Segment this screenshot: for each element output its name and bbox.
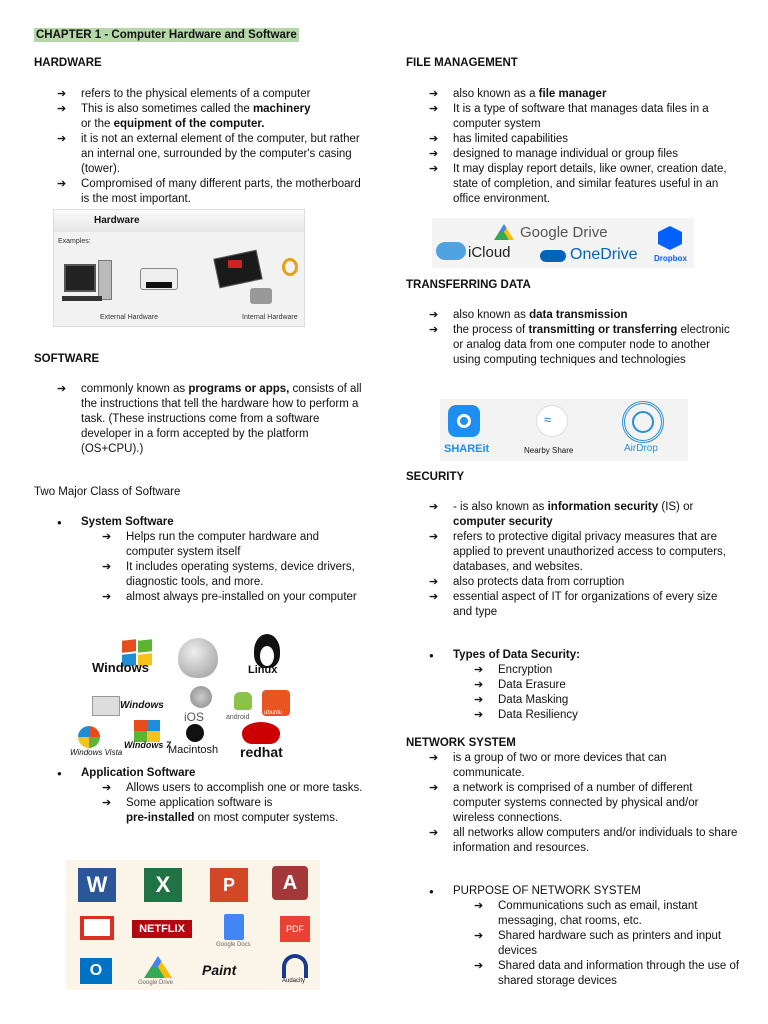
network-system-heading: NETWORK SYSTEM [406,737,516,749]
network-purposes-list [474,899,744,989]
icloud-logo-text: iCloud [468,244,511,261]
transferring-data-heading: TRANSFERRING DATA [406,279,531,291]
windows-7-logo-text: Windows 7 [124,740,171,750]
apple-icon [178,638,218,678]
list-item: ➔ refers to protective digital privacy measures that are applied to prevent unauthorized access to computers, databases, and websites. [429,530,739,575]
powerpoint-icon: P [210,868,248,902]
list-item: ➔ Data Resiliency [474,708,739,723]
redhat-icon [242,722,280,744]
list-item: ➔ Shared data and information through the use of shared storage devices [474,959,744,989]
google-drive-logo-text: Google Drive [520,224,608,241]
list-item: ➔ also protects data from corruption [429,575,739,590]
list-item: ➔ commonly known as programs or apps, consists of all the instructions that tell the hardware how to perform a task. (These instructions come from a software developer in a form accepted by the platform (OS+CPU).) [57,382,367,457]
google-drive-icon [494,224,514,240]
google-drive-label: Google Drive [138,980,174,986]
application-software-image [66,860,320,990]
application-software-list [102,781,367,826]
hardware-heading: HARDWARE [34,57,102,69]
nearby-share-icon [536,405,568,437]
list-item: ➔ essential aspect of IT for organizations of every size and type [429,590,739,620]
netflix-logo: NETFLIX [132,920,192,938]
audacity-icon [282,954,308,978]
paint-logo-text: Paint [202,962,237,978]
list-item: ➔ - is also known as information security (IS) or computer security [429,500,739,530]
list-item: ➔ all networks allow computers and/or individuals to share information and resources. [429,826,739,856]
airdrop-label: AirDrop [624,443,658,454]
android-icon [234,692,252,710]
list-item: ➔ designed to manage individual or group files [429,147,739,162]
google-drive-icon [144,956,172,978]
transferring-data-list [429,308,739,368]
list-item: ➔ is a group of two or more devices that can communicate. [429,751,739,781]
pdf-icon: PDF [280,916,310,942]
list-item: ➔ refers to the physical elements of a computer [57,87,367,102]
android-logo-text: android [226,714,250,721]
list-item: ➔ It may display report details, like owner, creation date, state of completion, and similar features useful in an office environment. [429,162,739,207]
file-management-heading: FILE MANAGEMENT [406,57,518,69]
nearby-share-label: Nearby Share [524,446,574,455]
list-item: ➔ This is also sometimes called the machinery or the equipment of the computer. [57,102,367,132]
types-of-data-security-bullet: ● Types of Data Security: [429,648,580,663]
access-icon: A [272,866,308,900]
google-docs-label: Google Docs [216,942,251,948]
external-hardware-label: External Hardware [100,314,158,321]
linux-logo-text: Linux [248,664,278,676]
windows-vista-logo-text: Windows Vista [70,748,123,757]
list-item: ➔ Encryption [474,663,739,678]
chapter-title: CHAPTER 1 - Computer Hardware and Software [36,29,297,41]
macintosh-logo-text: Macintosh [168,744,219,756]
hardware-image-title: Hardware [94,215,140,226]
list-item: ➔ It is a type of software that manages data files in a computer system [429,102,739,132]
hardware-image [53,209,305,327]
security-list [429,500,739,620]
list-item: ➔ Data Masking [474,693,739,708]
list-item: ➔ also known as data transmission [429,308,739,323]
list-item: ➔ Shared hardware such as printers and input devices [474,929,744,959]
two-major-class-label: Two Major Class of Software [34,486,181,498]
list-item: ➔ Some application software is pre-installed on most computer systems. [102,796,367,826]
purpose-of-network-bullet: ● PURPOSE OF NETWORK SYSTEM [429,884,641,899]
shareit-label: SHAREit [444,443,490,455]
audacity-label: Audacity [282,978,306,984]
list-item: ➔ a network is comprised of a number of different computer systems connected by physical and/or wireless connections. [429,781,739,826]
list-item: ➔ it is not an external element of the computer, but rather an internal one, surrounded by the computer's casing (tower). [57,132,367,177]
system-software-bullet: ● System Software [57,515,174,530]
list-item: ➔ also known as a file manager [429,87,739,102]
excel-icon: X [144,868,182,902]
system-software-list [102,530,367,605]
onedrive-icon [540,250,566,262]
examples-label: Examples: [58,238,91,245]
ios-logo-text: iOS [184,710,205,724]
ubuntu-logo-text: ubuntu [264,710,283,716]
network-system-list [429,751,739,856]
word-icon: W [78,868,116,902]
list-item: ➔ almost always pre-installed on your computer [102,590,367,605]
transfer-apps-image: SHAREit ≈ Nearby Share AirDrop [440,399,688,461]
list-item: ➔ It includes operating systems, device drivers, diagnostic tools, and more. [102,560,367,590]
windows-logo-text: Windows [92,660,149,675]
data-security-types-list [474,663,739,723]
list-item: ➔ Helps run the computer hardware and computer system itself [102,530,367,560]
list-item: ➔ Compromised of many different parts, the motherboard is the most important. [57,177,367,207]
hardware-list [57,87,367,207]
list-item: ➔ Communications such as email, instant messaging, chat rooms, etc. [474,899,744,929]
dropbox-logo-text: Dropbox [654,254,687,263]
cloud-storage-image [432,218,694,268]
list-item: ➔ Allows users to accomplish one or more tasks. [102,781,367,796]
internal-hardware-label: Internal Hardware [242,314,298,321]
icloud-icon [436,242,466,260]
list-item: ➔ the process of transmitting or transferring electronic or analog data from one computer node to another using computing techniques and technologies [429,323,739,368]
file-management-list [429,87,739,207]
application-software-bullet: ● Application Software [57,766,195,781]
dropbox-icon [658,226,682,250]
redhat-logo-text: redhat [240,744,283,760]
software-list [57,382,367,457]
gmail-icon [80,916,114,940]
operating-systems-image [66,630,318,762]
security-heading: SECURITY [406,471,465,483]
list-item: ➔ has limited capabilities [429,132,739,147]
google-docs-icon [224,914,244,940]
software-heading: SOFTWARE [34,353,100,365]
windows-xp-logo-text: Windows [120,700,164,711]
onedrive-logo-text: OneDrive [570,246,638,263]
outlook-icon: O [80,958,112,984]
list-item: ➔ Data Erasure [474,678,739,693]
